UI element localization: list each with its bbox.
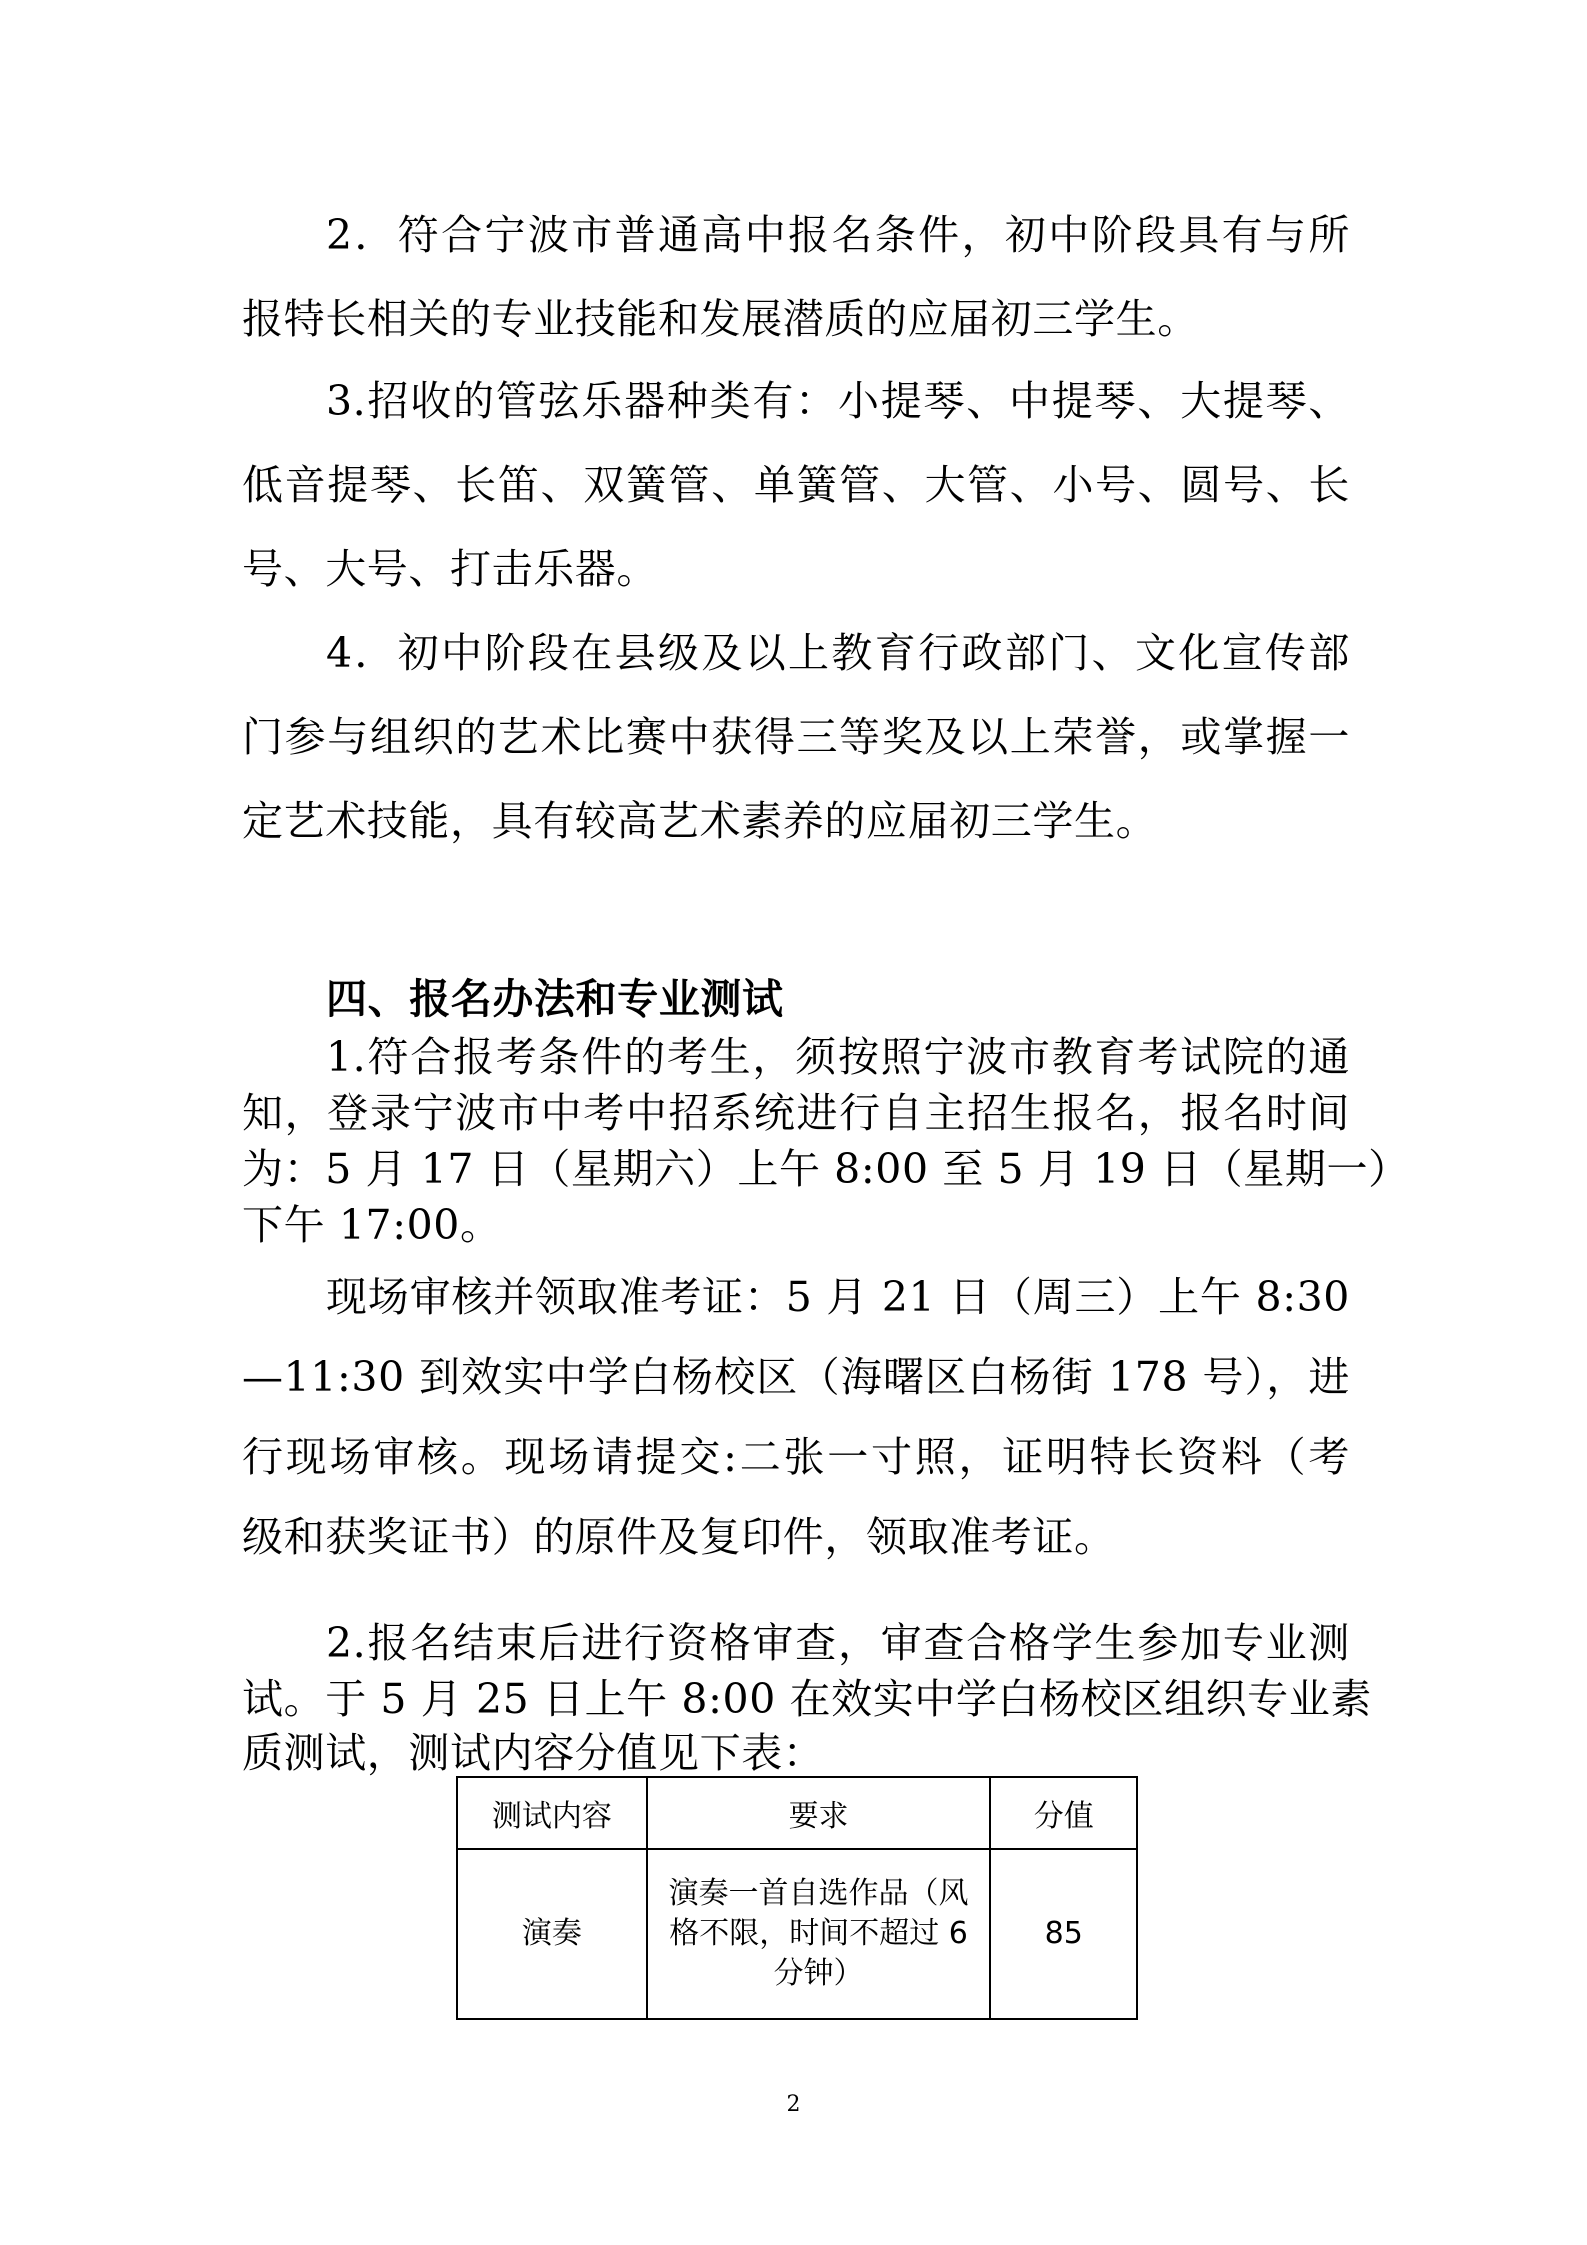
paragraph-5-line-3: 行现场审核。现场请提交:二张一寸照，证明特长资料（考 bbox=[242, 1433, 1350, 1481]
paragraph-2-line-1: 3.招收的管弦乐器种类有：小提琴、中提琴、大提琴、 bbox=[326, 377, 1350, 425]
paragraph-5-line-2: —11:30 到效实中学白杨校区（海曙区白杨街 178 号），进 bbox=[242, 1353, 1350, 1401]
paragraph-1-line-1: 2．符合宁波市普通高中报名条件，初中阶段具有与所 bbox=[326, 211, 1350, 259]
table-header-row bbox=[457, 1777, 1137, 1849]
table-header-score: 分值 bbox=[990, 1777, 1137, 1849]
table-row bbox=[457, 1849, 1137, 2019]
requirement-line-3: 分钟） bbox=[773, 1956, 864, 1991]
requirement-line-1: 演奏一首自选作品（风 bbox=[668, 1876, 969, 1911]
paragraph-6-line-1: 2.报名结束后进行资格审查，审查合格学生参加专业测 bbox=[326, 1619, 1350, 1667]
paragraph-3-line-2: 门参与组织的艺术比赛中获得三等奖及以上荣誉，或掌握一 bbox=[242, 713, 1350, 761]
table-cell-requirement bbox=[647, 1849, 991, 2019]
page-number: 2 bbox=[786, 2092, 801, 2117]
paragraph-1-line-2: 报特长相关的专业技能和发展潜质的应届初三学生。 bbox=[242, 295, 1199, 343]
requirement-line-2: 格不限，时间不超过 6 bbox=[669, 1916, 968, 1951]
paragraph-3-line-3: 定艺术技能，具有较高艺术素养的应届初三学生。 bbox=[242, 797, 1158, 845]
paragraph-2-line-2: 低音提琴、长笛、双簧管、单簧管、大管、小号、圆号、长 bbox=[242, 461, 1350, 509]
paragraph-2-line-3: 号、大号、打击乐器。 bbox=[242, 545, 658, 593]
paragraph-3-line-1: 4．初中阶段在县级及以上教育行政部门、文化宣传部 bbox=[326, 629, 1350, 677]
table-header-requirement: 要求 bbox=[647, 1777, 991, 1849]
table-cell-content: 演奏 bbox=[457, 1849, 647, 2019]
paragraph-6-line-2: 试。于 5 月 25 日上午 8:00 在效实中学白杨校区组织专业素 bbox=[242, 1675, 1372, 1723]
paragraph-4-line-3: 为：5 月 17 日（星期六）上午 8:00 至 5 月 19 日（星期一） bbox=[242, 1145, 1410, 1193]
paragraph-4-line-4: 下午 17:00。 bbox=[242, 1201, 502, 1249]
test-score-table bbox=[456, 1776, 1138, 2020]
paragraph-6-line-3: 质测试，测试内容分值见下表： bbox=[242, 1729, 825, 1777]
section-heading: 四、报名办法和专业测试 bbox=[326, 975, 784, 1023]
paragraph-4-line-1: 1.符合报考条件的考生，须按照宁波市教育考试院的通 bbox=[326, 1033, 1350, 1081]
table-header-content: 测试内容 bbox=[457, 1777, 647, 1849]
paragraph-5-line-4: 级和获奖证书）的原件及复印件，领取准考证。 bbox=[242, 1513, 1116, 1561]
paragraph-5-line-1: 现场审核并领取准考证：5 月 21 日（周三）上午 8:30 bbox=[326, 1273, 1350, 1321]
paragraph-4-line-2: 知，登录宁波市中考中招系统进行自主招生报名，报名时间 bbox=[242, 1089, 1350, 1137]
table-cell-score: 85 bbox=[990, 1849, 1137, 2019]
